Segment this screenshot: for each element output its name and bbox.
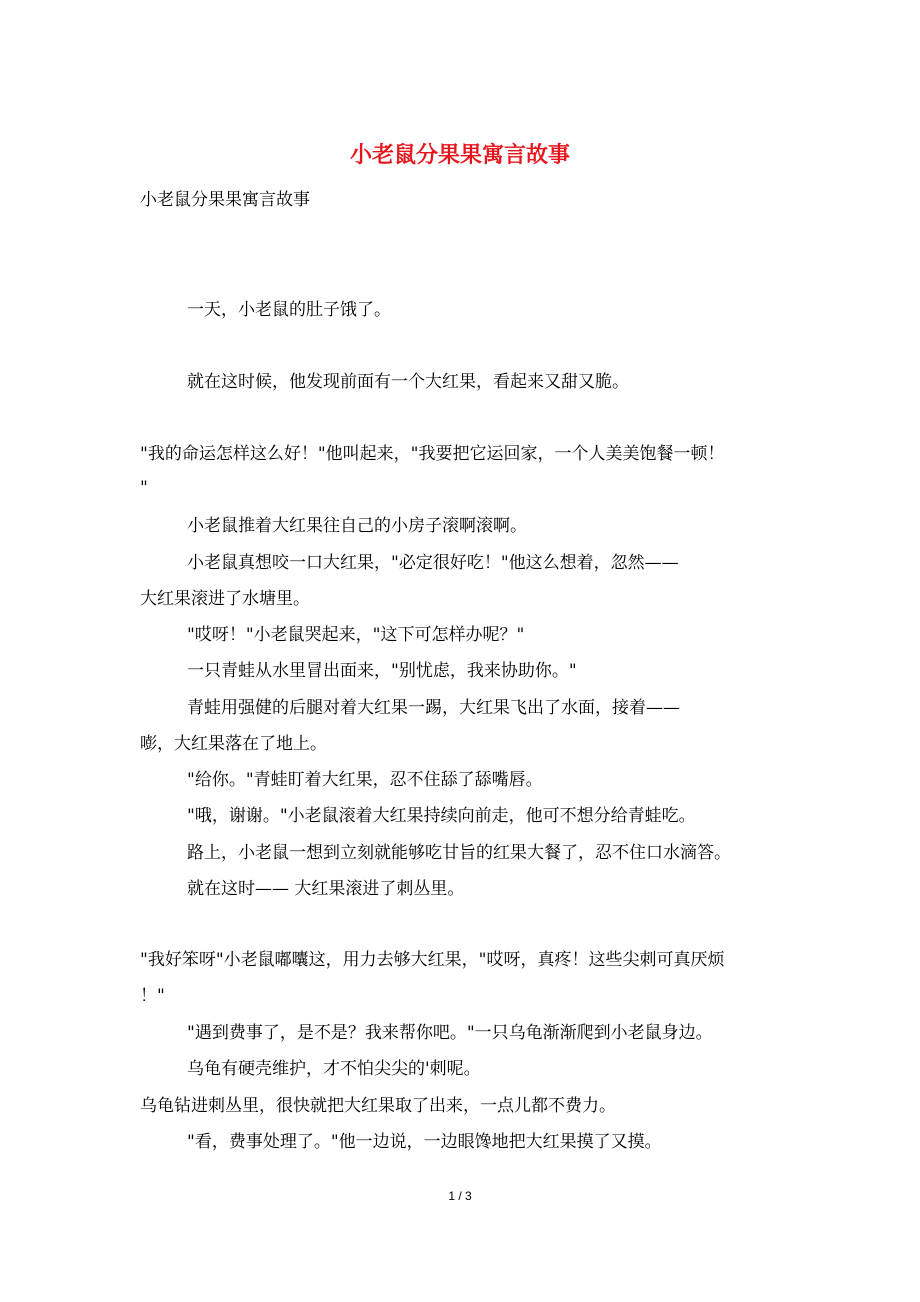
document-title: 小老鼠分果果寓言故事 — [349, 142, 570, 168]
paragraph-line: " — [140, 478, 148, 498]
page-number: 1 / 3 — [448, 1189, 472, 1203]
paragraph-line: 小老鼠推着大红果往自己的小房子滚啊滚啊。 — [187, 516, 527, 536]
paragraph-line: 小老鼠真想咬一口大红果，"必定很好吃！"他这么想着，忽然—— — [187, 553, 679, 573]
paragraph-line: "给你。"青蛙盯着大红果，忍不住舔了舔嘴唇。 — [187, 770, 543, 790]
paragraph-line: 就在这时—— 大红果滚进了刺丛里。 — [187, 879, 465, 899]
paragraph-line: "我的命运怎样这么好！"他叫起来，"我要把它运回家，一个人美美饱餐一顿！ — [140, 444, 725, 464]
paragraph-line: 一天，小老鼠的肚子饿了。 — [187, 300, 391, 320]
paragraph-line: "哦，谢谢。"小老鼠滚着大红果持续向前走，他可不想分给青蛙吃。 — [187, 806, 696, 826]
paragraph-line: 嘭，大红果落在了地上。 — [140, 734, 327, 754]
paragraph-line: 大红果滚进了水塘里。 — [140, 589, 310, 609]
paragraph-line: "遇到费事了，是不是？我来帮你吧。"一只乌龟渐渐爬到小老鼠身边。 — [187, 1023, 713, 1043]
paragraph-line: 就在这时候，他发现前面有一个大红果，看起来又甜又脆。 — [187, 372, 629, 392]
paragraph-line: 青蛙用强健的后腿对着大红果一踢，大红果飞出了水面，接着—— — [187, 698, 680, 718]
paragraph-line: "我好笨呀"小老鼠嘟囔这，用力去够大红果，"哎呀，真疼！这些尖刺可真厌烦 — [140, 950, 725, 970]
paragraph-line: "看，费事处理了。"他一边说，一边眼馋地把大红果摸了又摸。 — [187, 1132, 662, 1152]
paragraph-line: 一只青蛙从水里冒出面来，"别忧虑，我来协助你。" — [187, 661, 577, 681]
document-subtitle: 小老鼠分果果寓言故事 — [140, 190, 310, 210]
paragraph-line: 乌龟有硬壳维护，才不怕尖尖的'刺呢。 — [187, 1059, 481, 1079]
paragraph-line: "哎呀！"小老鼠哭起来，"这下可怎样办呢？" — [187, 625, 525, 645]
paragraph-line: 乌龟钻进刺丛里，很快就把大红果取了出来，一点儿都不费力。 — [140, 1096, 616, 1116]
paragraph-line: ！" — [140, 986, 165, 1006]
paragraph-line: 路上，小老鼠一想到立刻就能够吃甘旨的红果大餐了，忍不住口水滴答。 — [187, 843, 731, 863]
